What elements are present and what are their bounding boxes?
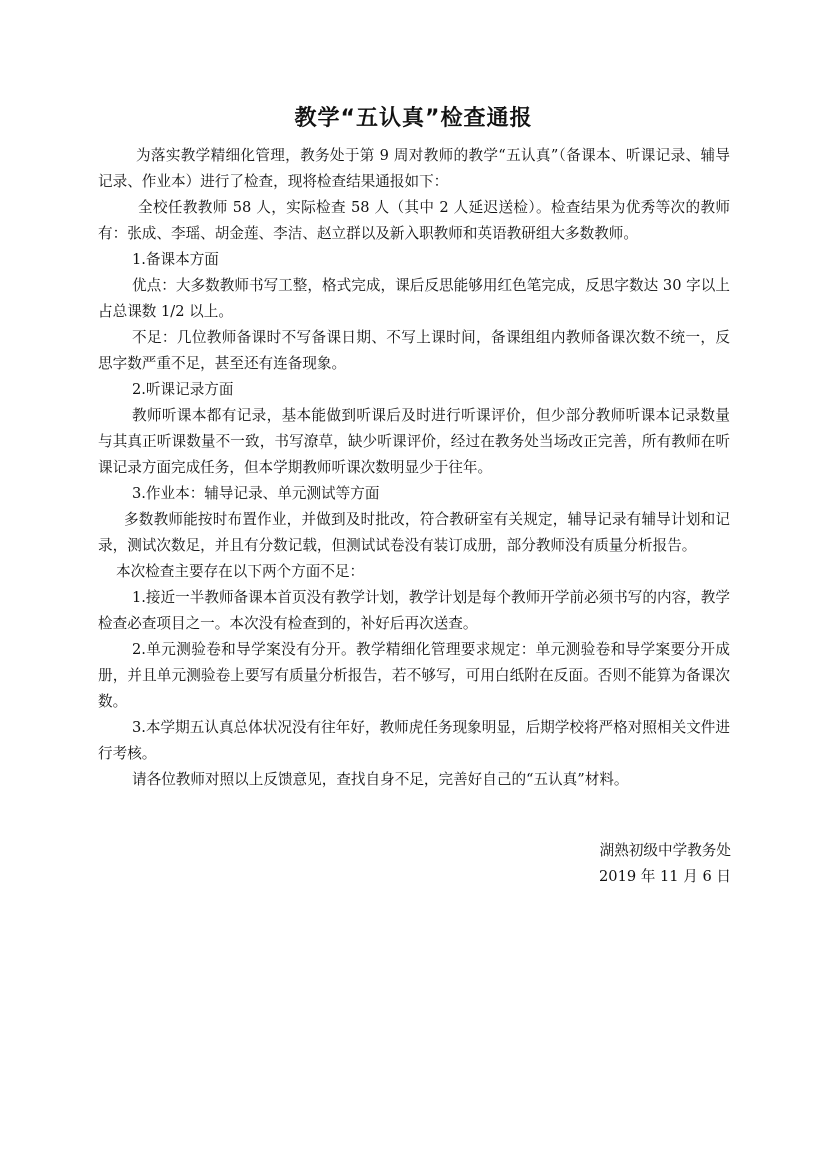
paragraph-weaknesses: 不足：几位教师备课时不写备课日期、不写上课时间，备课组组内教师备课次数不统一，反思字数严重不足，甚至还有连备现象。: [98, 329, 730, 372]
signature-organization: 湖熟初级中学教务处: [599, 842, 731, 859]
section-heading-homework: 3.作业本：辅导记录、单元测试等方面: [132, 485, 380, 502]
paragraph-issue-2: 2.单元测验卷和导学案没有分开。教学精细化管理要求规定：单元测验卷和导学案要分开成册，并且单元测验卷上要写有质量分析报告，若不够写，可用白纸附在反面。否则不能算为备课次数。: [98, 641, 730, 710]
paragraph-issues-intro: 本次检查主要存在以下两个方面不足：: [116, 563, 365, 580]
section-heading-observation: 2.听课记录方面: [132, 381, 234, 398]
document-body: [98, 143, 730, 793]
paragraph-issue-3: 3.本学期五认真总体状况没有往年好，教师虎任务现象明显，后期学校将严格对照相关文件进行考核。: [98, 719, 730, 762]
paragraph-strengths: 优点：大多数教师书写工整，格式完成，课后反思能够用红色笔完成，反思字数达 30 字以上占总课数 1/2 以上。: [98, 277, 730, 320]
paragraph-intro: 为落实教学精细化管理，教务处于第 9 周对教师的教学“五认真”（备课本、听课记录、辅导记录、作业本）进行了检查，现将检查结果通报如下：: [98, 147, 730, 190]
paragraph-observation: 教师听课本都有记录，基本能做到听课后及时进行听课评价，但少部分教师听课本记录数量与其真正听课数量不一致，书写潦草，缺少听课评价，经过在教务处当场改正完善，所有教师在听课记录方面完成任务，但本学期教师听课次数明显少于往年。: [98, 407, 730, 476]
paragraph-issue-1: 1.接近一半教师备课本首页没有教学计划，教学计划是每个教师开学前必须书写的内容，教学检查必查项目之一。本次没有检查到的，补好后再次送查。: [98, 589, 730, 632]
paragraph-closing: 请各位教师对照以上反馈意见，查找自身不足，完善好自己的“五认真”材料。: [132, 771, 629, 788]
paragraph-homework: 多数教师能按时布置作业，并做到及时批改，符合教研室有关规定，辅导记录有辅导计划和记录，测试次数足，并且有分数记载，但测试试卷没有装订成册，部分教师没有质量分析报告。: [98, 511, 730, 554]
paragraph-summary: 全校任教教师 58 人，实际检查 58 人（其中 2 人延迟送检）。检查结果为优秀等次的教师有：张成、李瑶、胡金莲、李洁、赵立群以及新入职教师和英语教研组大多数教师。: [98, 199, 730, 242]
signature-date: 2019 年 11 月 6 日: [599, 868, 731, 885]
section-heading-lesson-plans: 1.备课本方面: [132, 251, 219, 268]
document-title: 教学“五认真”检查通报: [294, 106, 533, 131]
